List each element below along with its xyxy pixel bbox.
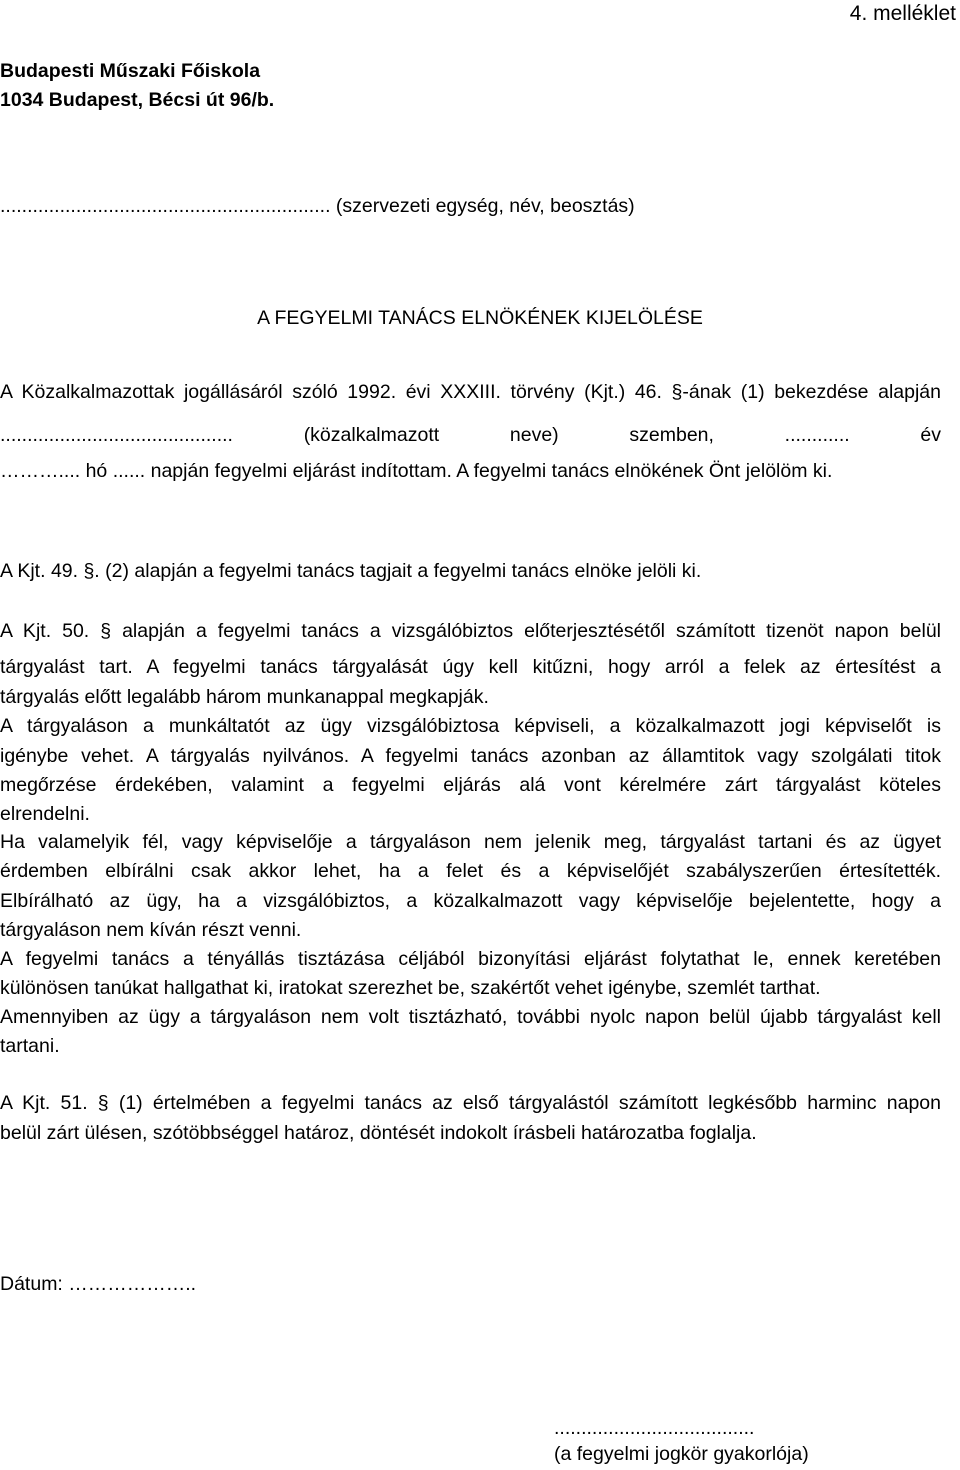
date-field: Dátum: ……………….. [0,1273,197,1295]
text-line: A fegyelmi tanács a tényállás tisztázása céljából bizonyítási eljárást folytathat le, ennek keretében [0,948,941,970]
text-line: tárgyalást tart. A fegyelmi tanács tárgyalását úgy kell kitűzni, hogy arról a felek az értesítést a [0,656,941,678]
intro-line: A Közalkalmazottak jogállásáról szóló 1992. évi XXXIII. törvény (Kjt.) 46. §-ának (1) bekezdése alapján [0,381,941,403]
signature-caption: (a fegyelmi jogkör gyakorlója) [554,1443,809,1465]
text-line: Elbírálható az ügy, ha a vizsgálóbiztos, a közalkalmazott vagy képviselője bejelentette, hogy a [0,890,941,912]
intro-line: ……….... hó ...... napján fegyelmi eljárást indítottam. A fegyelmi tanács elnökének Önt jelölöm ki. [0,460,833,482]
text-line: belül zárt ülésen, szótöbbséggel határoz, döntését indokolt írásbeli határozatba foglalja. [0,1122,757,1144]
text-line: különösen tanúkat hallgathat ki, iratokat szerezhet be, szakértőt vehet igénybe, szemlét tarthat. [0,977,821,999]
text-line: A tárgyaláson a munkáltatót az ügy vizsgálóbiztosa képviseli, a közalkalmazott jogi képviselőt is [0,715,941,737]
text-line: tartani. [0,1035,60,1057]
text-line: Ha valamelyik fél, vagy képviselője a tárgyaláson nem jelenik meg, tárgyalást tartani és az ügyet [0,831,941,853]
text-line: Amennyiben az ügy a tárgyaláson nem volt tisztázható, további nyolc napon belül újabb tárgyalást kell [0,1006,941,1028]
text-line: igénybe vehet. A tárgyalás nyilvános. A fegyelmi tanács azonban az államtitok vagy szolgálati titok [0,745,941,767]
page-title: A FEGYELMI TANÁCS ELNÖKÉNEK KIJELÖLÉSE [257,307,703,329]
text-line: A Kjt. 51. § (1) értelmében a fegyelmi tanács az első tárgyalástól számított legkésőbb harminc napon [0,1092,941,1114]
institution-name: Budapesti Műszaki Főiskola [0,60,261,82]
kjt49-paragraph: A Kjt. 49. §. (2) alapján a fegyelmi tanács tagjait a fegyelmi tanács elnöke jelöli ki. [0,560,702,582]
institution-address: 1034 Budapest, Bécsi út 96/b. [0,89,275,111]
intro-line: ........................................... (közalkalmazott neve) szemben, ............ év [0,424,941,446]
text-line: A Kjt. 50. § alapján a fegyelmi tanács a vizsgálóbiztos előterjesztésétől számított tizenöt napon belül [0,620,941,642]
text-line: érdemben elbírálni csak akkor lehet, ha a felet és a képviselőjét szabályszerűen értesítették. [0,860,941,882]
text-line: tárgyaláson nem kíván részt venni. [0,919,302,941]
recipient-line: ............................................................. (szervezeti egység, név, beosztás) [0,195,635,217]
signature-line: ..................................... [554,1417,755,1439]
text-line: megőrzése érdekében, valamint a fegyelmi eljárás alá vont kérelmére zárt tárgyalást köteles [0,774,941,796]
text-line: tárgyalás előtt legalább három munkanappal megkapják. [0,686,489,708]
text-line: elrendelni. [0,803,90,825]
annex-label: 4. melléklet [849,2,956,25]
